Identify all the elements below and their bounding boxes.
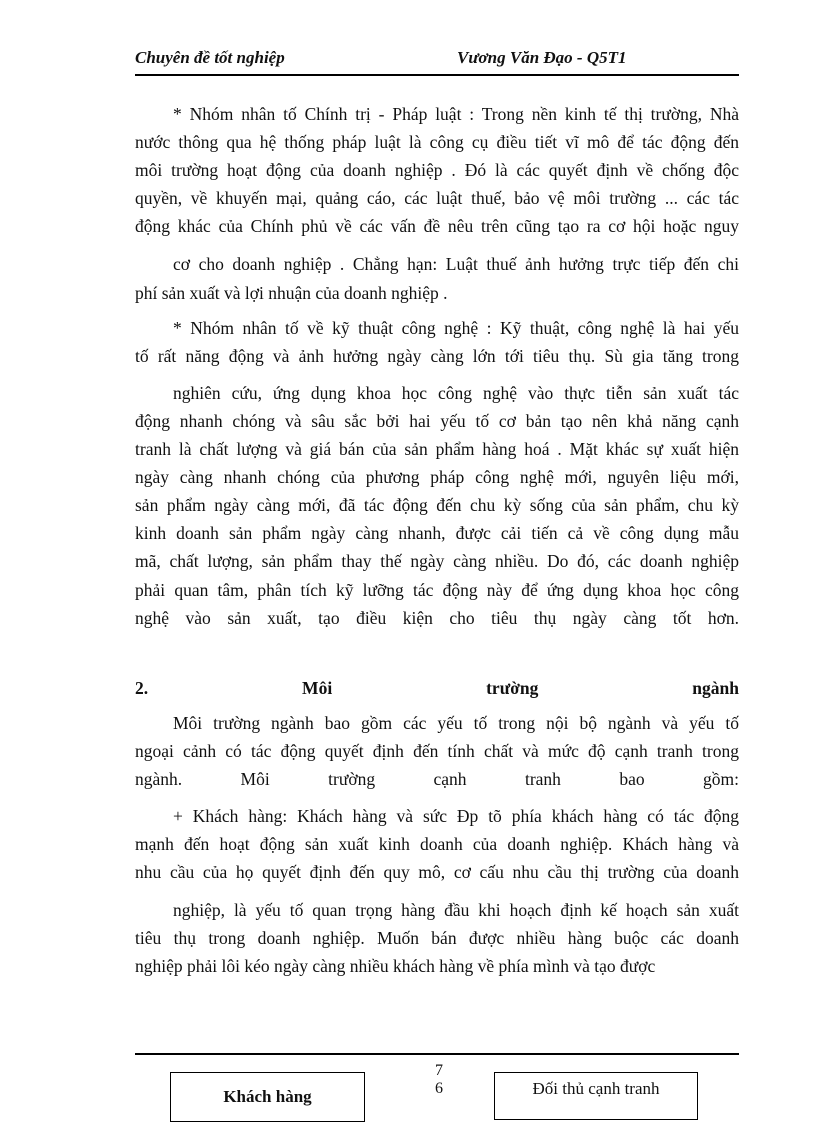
- text-line: nghiệp, là yếu tố quan trọng hàng đầu khi hoạch định kế hoạch sản xuất: [173, 900, 739, 920]
- text-line: sản phẩm ngày càng mới, đã tác động đến chu kỳ sống của sản phẩm, chu kỳ: [135, 495, 739, 515]
- text-line: tiêu thụ trong doanh nghiệp. Muốn bán được nhiều hàng buộc các doanh: [135, 928, 739, 948]
- text-line: kinh doanh sản phẩm ngày càng nhanh, được cải tiến cả về công dụng mẫu: [135, 523, 739, 543]
- footer-divider: [135, 1053, 739, 1055]
- header-title: Chuyên đề tốt nghiệp: [135, 48, 285, 67]
- text-line: nghệ vào sản xuất, tạo điều kiện cho tiêu thụ ngày càng tốt hơn.: [135, 608, 739, 628]
- text-line: quyền, về khuyến mại, quảng cáo, các luật thuế, bảo vệ môi trường ... các tác: [135, 188, 739, 208]
- text-line: nước thông qua hệ thống pháp luật là công cụ điều tiết vĩ mô để tác động đến: [135, 132, 739, 152]
- text-line: nghiên cứu, ứng dụng khoa học công nghệ vào thực tiễn sản xuất tác: [173, 383, 739, 403]
- text-line: * Nhóm nhân tố về kỹ thuật công nghệ : Kỹ thuật, công nghệ là hai yếu: [173, 318, 739, 338]
- text-line: tố rất năng động và ảnh hưởng ngày càng lớn tới tiêu thụ. Sù gia tăng trong: [135, 346, 739, 366]
- text-line: môi trường hoạt động của doanh nghiệp . Đó là các quyết định về chống độc: [135, 160, 739, 180]
- text-line: ngoại cảnh có tác động quyết định đến tính chất và mức độ cạnh tranh trong: [135, 741, 739, 761]
- text-line: Môi trường ngành bao gồm các yếu tố trong nội bộ ngành và yếu tố: [173, 713, 739, 733]
- text-line: phí sản xuất và lợi nhuận của doanh nghiệp .: [135, 283, 448, 303]
- text-line: ngày càng nhanh chóng của phương pháp công nghệ mới, nguyên liệu mới,: [135, 467, 739, 487]
- text-line: nghiệp phải lôi kéo ngày càng nhiều khách hàng về phía mình và tạo được: [135, 956, 656, 976]
- text-line: nhu cầu của họ quyết định đến quy mô, cơ cấu nhu cầu thị trường của doanh: [135, 862, 739, 882]
- text-line: động nhanh chóng và sâu sắc bởi hai yếu tố cơ bản tạo nên khả năng cạnh: [135, 411, 739, 431]
- text-line: + Khách hàng: Khách hàng và sức Ðp tõ phía khách hàng có tác động: [173, 806, 739, 826]
- text-line: tranh là chất lượng và giá bán của sản phẩm hàng hoá . Mặt khác sự xuất hiện: [135, 439, 739, 459]
- text-line: mã, chất lượng, sản phẩm thay thế ngày càng nhiều. Do đó, các doanh nghiệp: [135, 551, 739, 571]
- page-number-top: 7: [435, 1062, 443, 1079]
- text-line: động khác của Chính phủ về các vấn đề nêu trên cũng tạo ra cơ hội hoặc nguy: [135, 216, 739, 236]
- header-author: Vương Văn Đạo - Q5T1: [457, 48, 627, 67]
- diagram-box-competitors: [494, 1072, 698, 1120]
- page-header: [135, 46, 739, 76]
- text-line: * Nhóm nhân tố Chính trị - Pháp luật : Trong nền kinh tế thị trường, Nhà: [173, 104, 739, 124]
- page-number-bottom: 6: [435, 1080, 443, 1097]
- diagram-box-label: Đối thủ cạnh tranh: [532, 1079, 660, 1098]
- text-line: ngành. Môi trường cạnh tranh bao gồm:: [135, 769, 739, 789]
- section-heading: 2. Môi trường ngành: [135, 678, 739, 698]
- text-line: phải quan tâm, phân tích kỹ lưỡng tác động này để ứng dụng khoa học công: [135, 580, 739, 600]
- text-line: cơ cho doanh nghiệp . Chẳng hạn: Luật thuế ảnh hưởng trực tiếp đến chi: [173, 254, 739, 274]
- diagram-box-customers: [170, 1072, 365, 1122]
- text-line: mạnh đến hoạt động sản xuất kinh doanh của doanh nghiệp. Khách hàng và: [135, 834, 739, 854]
- diagram-box-label: Khách hàng: [223, 1087, 312, 1106]
